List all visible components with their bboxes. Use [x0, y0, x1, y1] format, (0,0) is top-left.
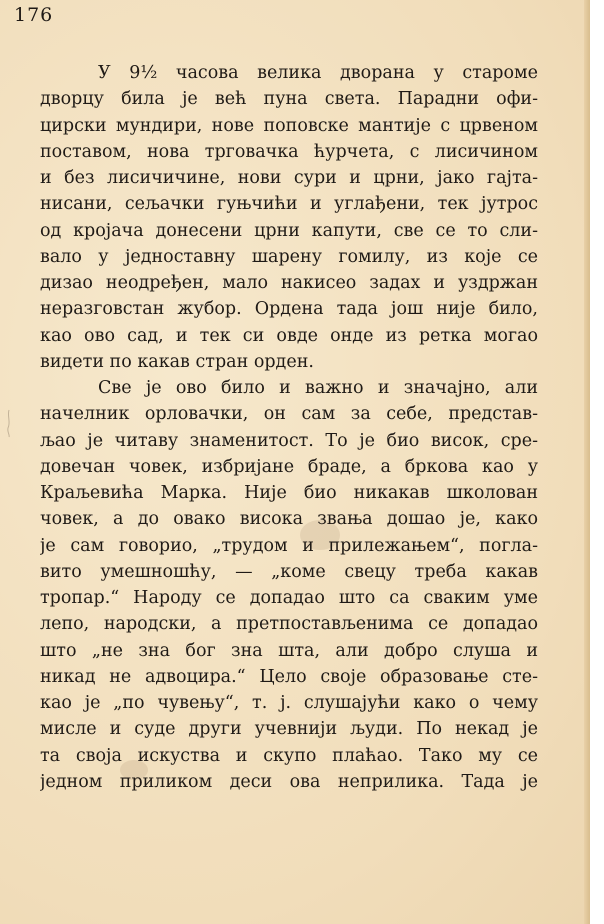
text-line: као ово сад, и тек си овде онде из ретка могао: [40, 325, 538, 346]
text-line: мисле и суде други учевнији људи. По некад је: [40, 719, 538, 740]
text-line: Краљевића Марка. Није био никакав школован: [40, 483, 538, 503]
text-line: дворцу била је већ пуна света. Парадни офи-: [40, 89, 538, 110]
text-line: је сам говорио, „трудом и прилежањем“, погла-: [40, 535, 538, 556]
text-line: та своја искуства и скупо плаћао. Тако му се: [40, 745, 538, 766]
text-line: неразговстан жубор. Ордена тада још није било,: [40, 299, 538, 320]
text-line: видети по какав стран орден.: [40, 351, 314, 372]
text-line: нисани, сељачки гуњчићи и углађени, тек јутрос: [40, 194, 538, 215]
text-line: једном приликом деси ова неприлика. Тада је: [40, 771, 538, 792]
page-edge: [584, 0, 590, 924]
text-line: Све је ово било и важно и значајно, али: [98, 378, 538, 398]
margin-pencil-mark: [4, 408, 14, 438]
text-line: цирски мундири, нове поповске мантије с црвеном: [40, 115, 538, 136]
text-line: од кројача донесени црни капути, све се то сли-: [40, 220, 538, 241]
text-line: љао је читаву знаменитост. То је био висок, сре-: [40, 430, 538, 451]
text-line: поставом, нова трговачка ћурчета, с лисичином: [40, 141, 538, 162]
body-text: [40, 60, 538, 795]
text-line: и без лисичичине, нови сури и црни, јако гајта-: [40, 168, 538, 188]
text-line: лепо, народски, а претпостављенима се допадао: [40, 614, 538, 635]
text-line: човек, а до овако висока звања дошао је, како: [40, 509, 538, 530]
text-line: дизао неодређен, мало накисео задах и уздржан: [40, 273, 538, 293]
text-line: У 9½ часова велика дворана у староме: [98, 63, 538, 83]
text-line: довечан човек, избријане браде, а бркова као у: [40, 456, 538, 477]
page-number: 176: [14, 4, 54, 26]
text-line: тропар.“ Народу се допадао што са сваким уме: [40, 588, 538, 608]
text-line: што „не зна бог зна шта, али добро слуша и: [40, 640, 538, 661]
text-line: начелник орловачки, он сам за себе, представ-: [40, 404, 538, 425]
text-line: никад не адвоцира.“ Цело своје образовање сте-: [40, 666, 538, 687]
text-line: као је „по чувењу“, т. ј. слушајући како о чему: [40, 693, 538, 713]
text-line: вито умешношћу, — „коме свецу треба какав: [40, 561, 538, 582]
text-line: вало у једноставну шарену гомилу, из које се: [40, 246, 538, 267]
